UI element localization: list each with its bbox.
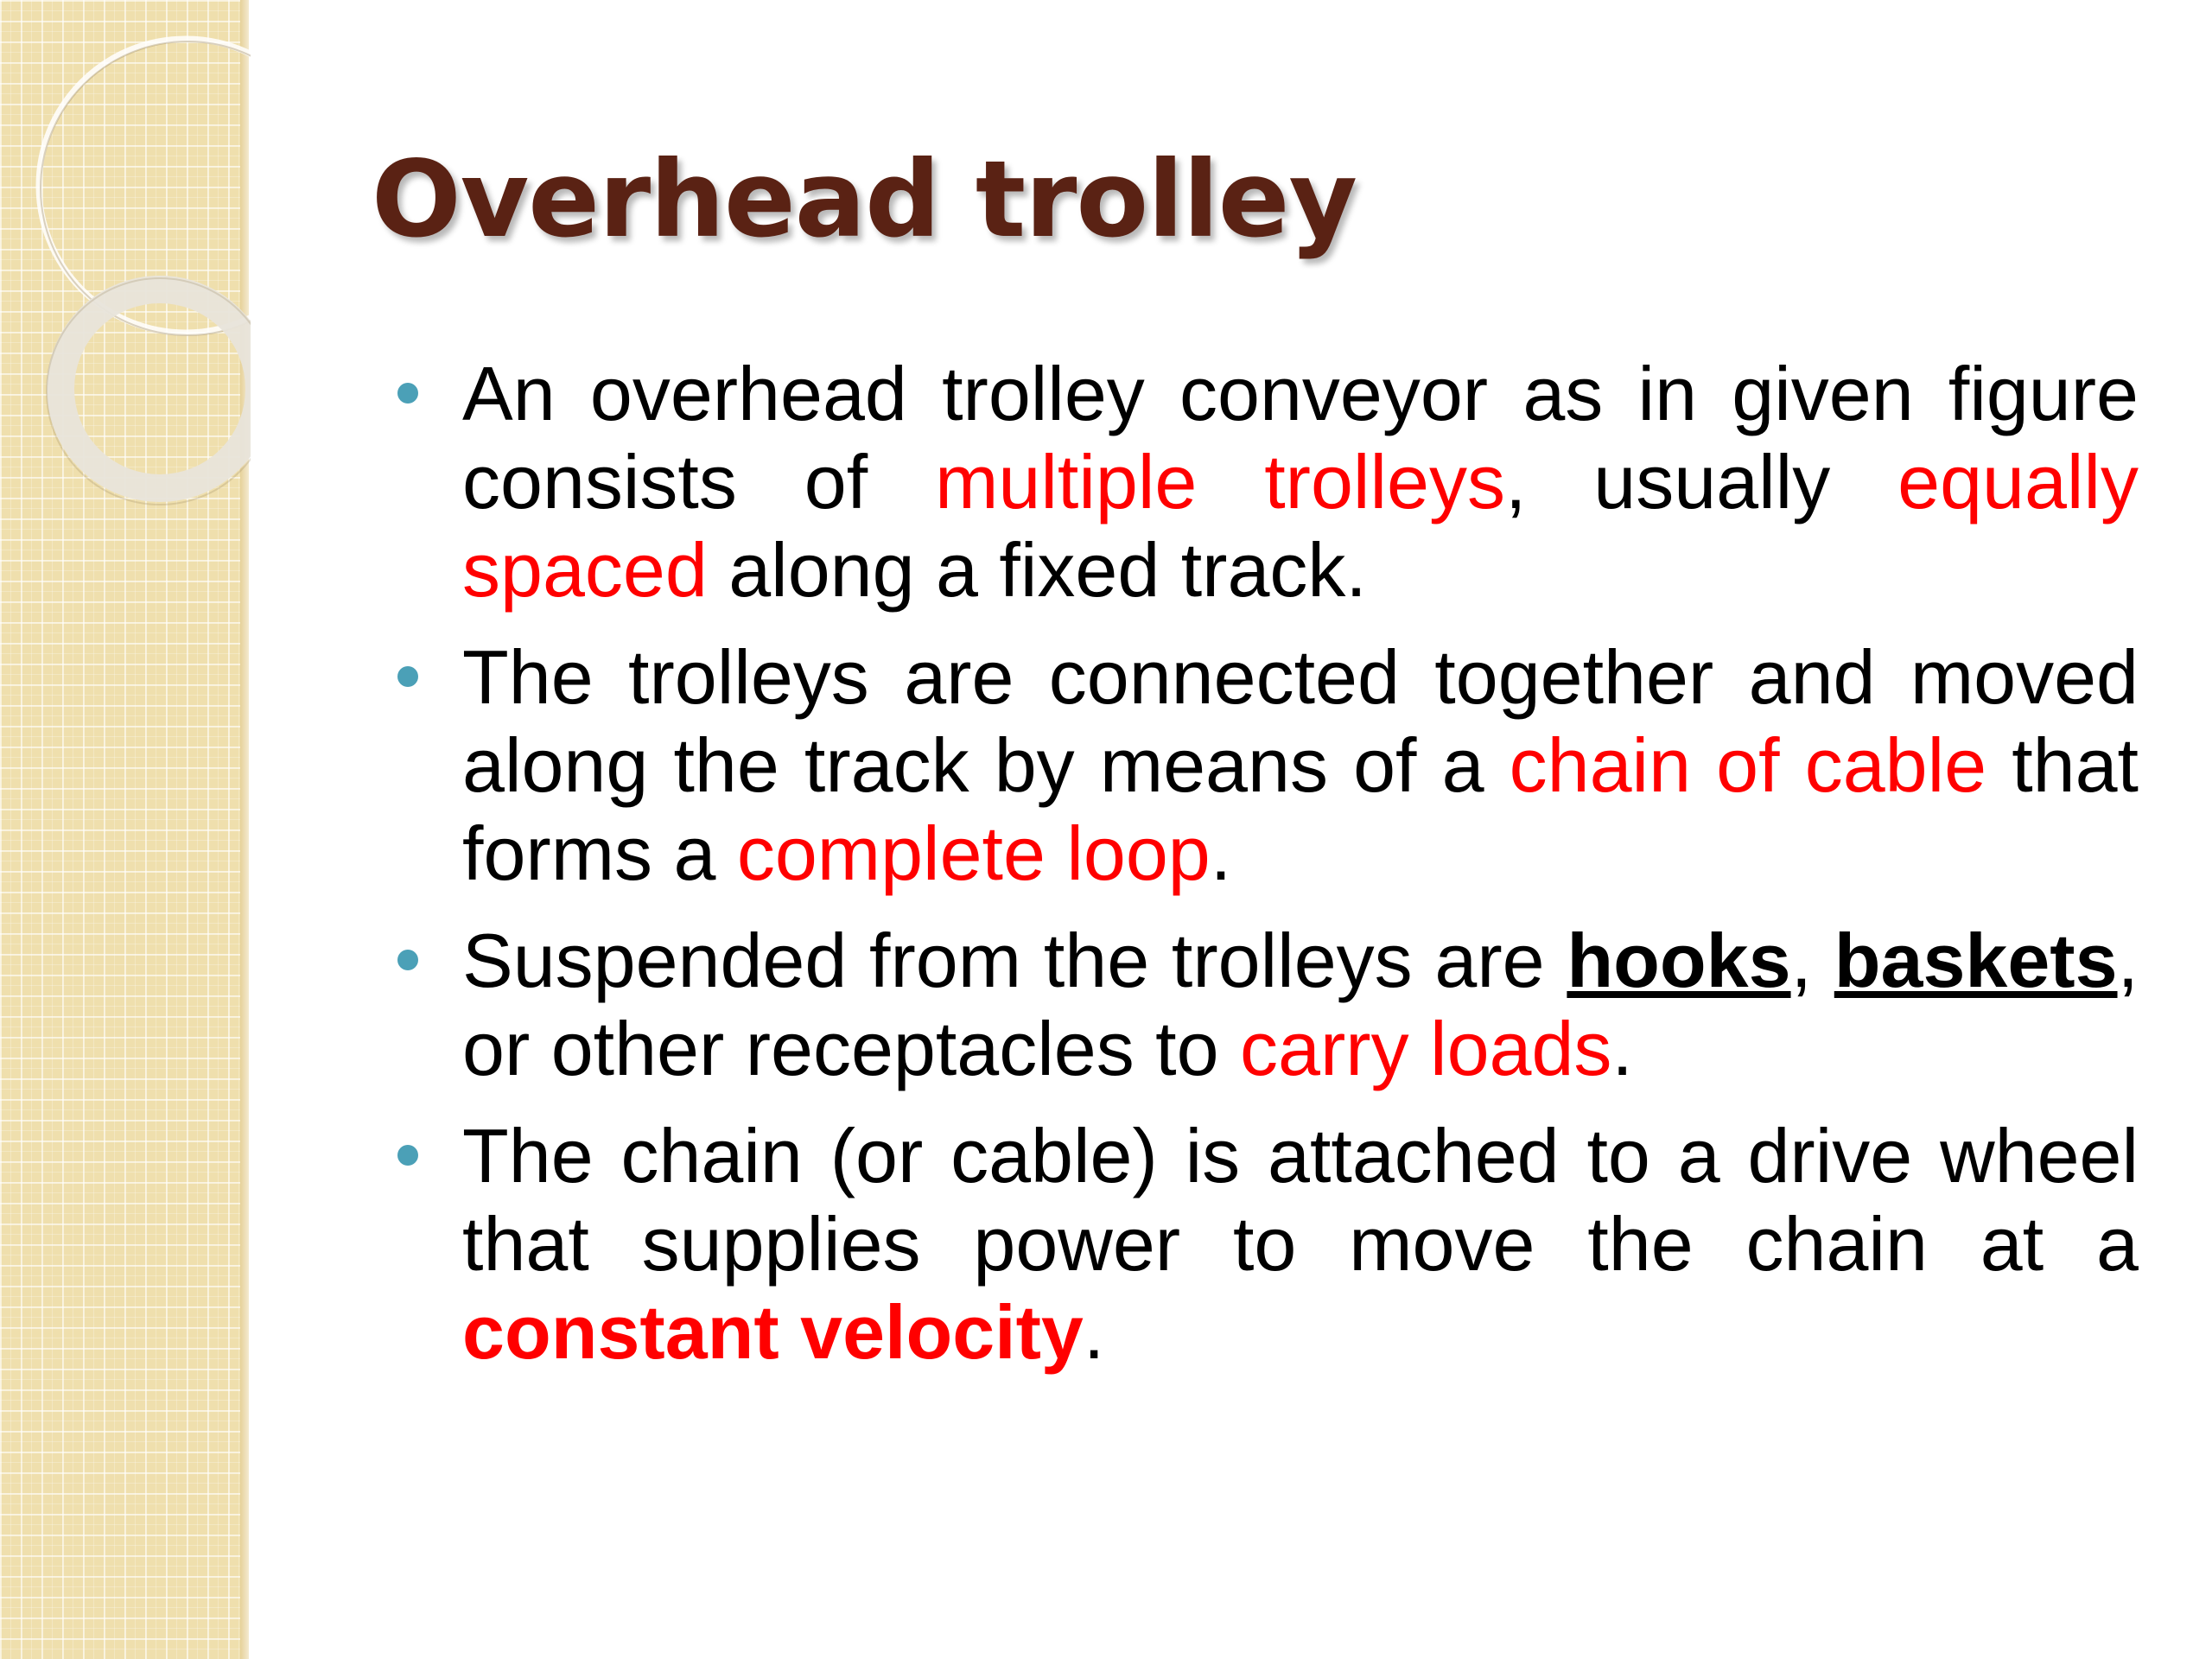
bullet-text: .: [1210, 810, 1232, 896]
highlighted-text: constant velocity: [462, 1289, 1084, 1375]
bullet-marker: [397, 383, 418, 404]
bullet-text: The trolleys are connected together and moved along the track by means of a: [462, 634, 2139, 808]
bullet-text: ,: [1790, 918, 1834, 1003]
slide-title: Overhead trolley: [372, 138, 1357, 261]
bullet-text: Suspended from the trolleys are: [462, 918, 1567, 1003]
bullet-text: , or other receptacles to: [462, 918, 2139, 1091]
bullet-marker: [397, 666, 418, 687]
emphasized-term: baskets: [1834, 918, 2118, 1003]
small-ring: [60, 289, 251, 488]
highlighted-text: multiple trolleys: [935, 439, 1505, 524]
decorative-rings: [0, 0, 251, 553]
highlighted-text: complete loop: [736, 810, 1211, 896]
highlighted-text: carry loads: [1240, 1006, 1612, 1091]
bullet-text: , usually: [1504, 439, 1898, 524]
bullet-marker: [397, 1145, 418, 1166]
bullet-item: [462, 917, 2139, 1093]
bullet-marker: [397, 950, 418, 970]
bullet-item: [462, 633, 2139, 898]
highlighted-text: equally spaced: [462, 439, 2139, 613]
emphasized-term: hooks: [1567, 918, 1791, 1003]
bullet-text: along a fixed track.: [707, 527, 1367, 613]
bullet-item: [462, 350, 2139, 614]
highlighted-text: chain of cable: [1509, 722, 1987, 808]
bullet-text: An overhead trolley conveyor as in given figure consists of: [462, 351, 2139, 524]
bullet-text: The chain (or cable) is attached to a drive wheel that supplies power to move the chain at a: [462, 1113, 2139, 1287]
bullet-item: [462, 1112, 2139, 1376]
bullet-text: that forms a: [462, 722, 2139, 896]
bullet-text: .: [1083, 1289, 1105, 1375]
bullet-text: .: [1611, 1006, 1633, 1091]
bullet-list: [462, 350, 2139, 1395]
